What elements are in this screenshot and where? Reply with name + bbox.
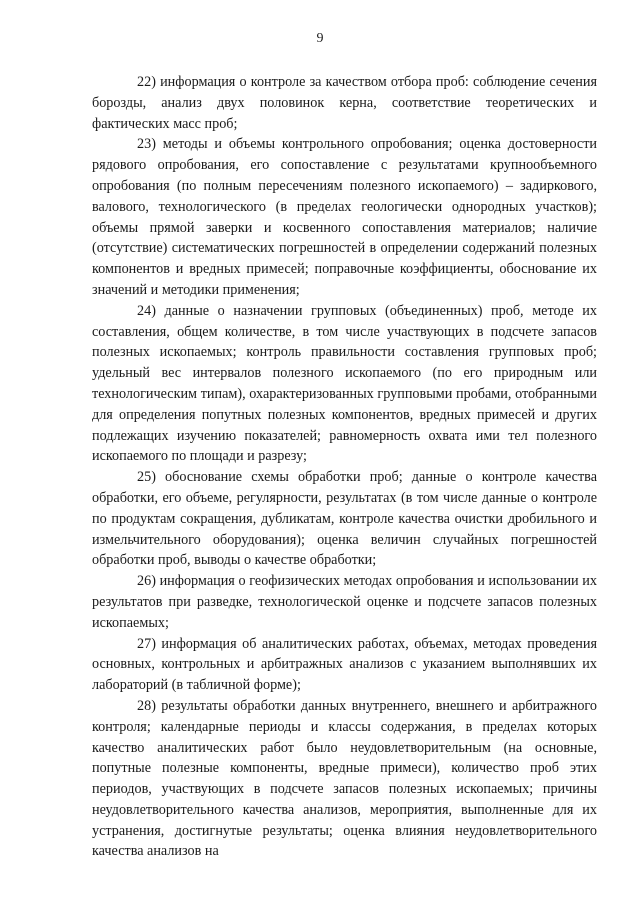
paragraph-item-27: 27) информация об аналитических работах, объемах, методах проведения основных, контрольных и арбитражных анализов с указанием выполнявших их лабораторий (в табличной форме); — [92, 635, 597, 694]
paragraph-item-23: 23) методы и объемы контрольного опробования; оценка достоверности рядового опробования, его сопоставление с результатами крупнообъемного опробования (по полным пересечениям полезного ископаемого) – задиркового, валового, технологического (в пределах геологически однородных участков); объемы прямой заверки и косвенного сопоставления материалов; наличие (отсутствие) систематических погрешностей в определении содержаний полезных компонентов и вредных примесей; поправочные коэффициенты, обоснование их значений и методики применения; — [92, 136, 597, 298]
document-body — [92, 72, 597, 862]
page-number: 9 — [316, 31, 324, 46]
paragraph-item-25: 25) обоснование схемы обработки проб; данные о контроле качества обработки, его объеме, регулярности, результатах (в том числе данные о контроле по продуктам сокращения, дубликатам, контроле качества очистки дробильного и измельчительного оборудования); оценка величин случайных погрешностей обработки проб, выводы о качестве обработки; — [92, 469, 597, 569]
paragraph-item-26: 26) информация о геофизических методах опробования и использовании их результатов при разведке, технологической оценке и подсчете запасов полезных ископаемых; — [92, 573, 597, 631]
paragraph-item-28: 28) результаты обработки данных внутреннего, внешнего и арбитражного контроля; календарные периоды и классы содержания, в пределах которых качество аналитических работ было неудовлетворительным (на основные, попутные полезные компоненты, вредные примеси), количество проб этих периодов, участвующих в подсчете запасов полезных ископаемых; причины неудовлетворительного качества анализов, мероприятия, выполненные для их устранения, достигнутые результаты; оценка влияния неудовлетворительного качества анализов на — [92, 697, 597, 860]
paragraph-item-22: 22) информация о контроле за качеством отбора проб: соблюдение сечения борозды, анализ двух половинок керна, соответствие теоретических и фактических масс проб; — [92, 74, 597, 132]
paragraph-item-24: 24) данные о назначении групповых (объединенных) проб, методе их составления, общем количестве, в том числе участвующих в подсчете запасов полезных ископаемых; контроль правильности составления групповых проб; удельный вес интервалов полезного ископаемого (по его природным или технологическим типам), охарактеризованных групповыми пробами, отобранными для определения попутных полезных компонентов, вредных примесей и других подлежащих изучению показателей; равномерность охвата ими тел полезного ископаемого по площади и разрезу; — [92, 302, 597, 465]
